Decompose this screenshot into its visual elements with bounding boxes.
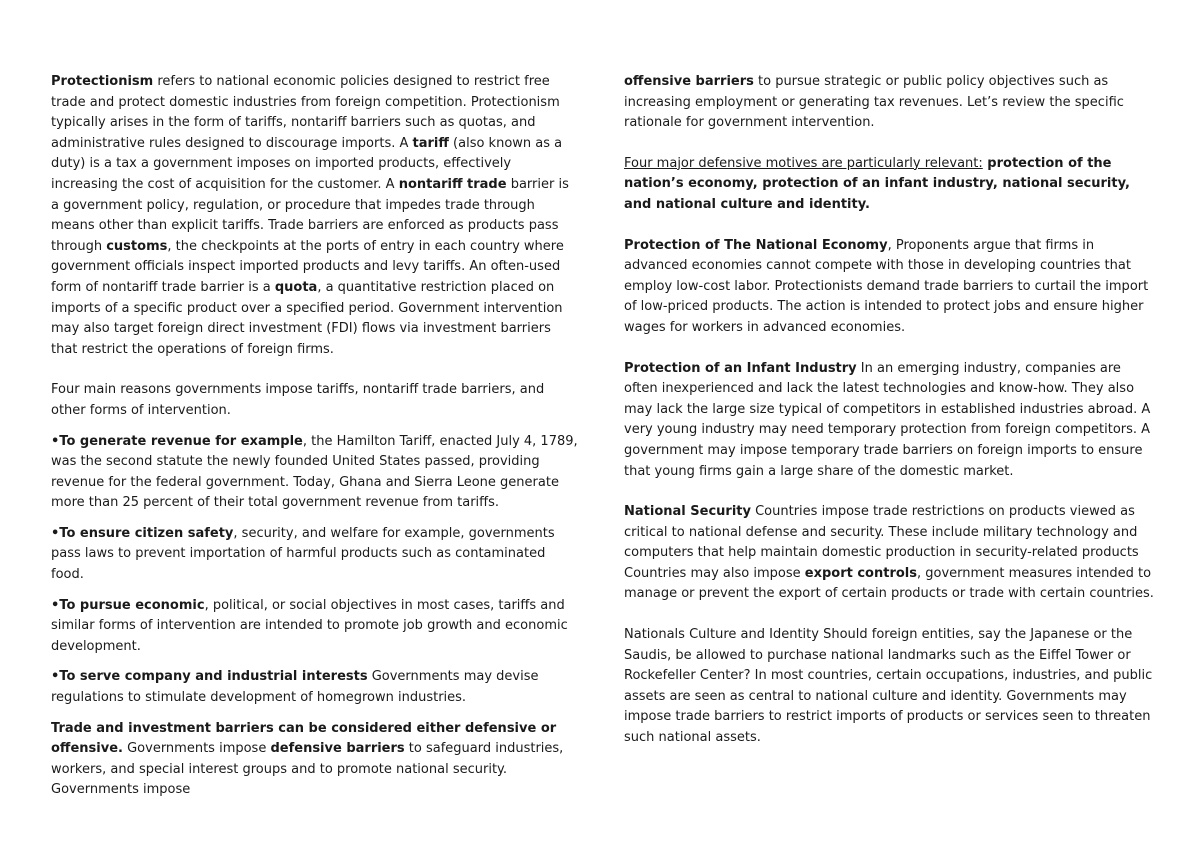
paragraph-text: Countries impose trade restrictions on products viewed as critical to national defense and security. These include military technology and computers that help maintain domestic production in security-related products Countries may also impose bbox=[624, 504, 1139, 581]
left-column bbox=[51, 72, 579, 801]
paragraph-text: , a quantitative restriction placed on imports of a specific product over a specified period. Government intervention may also target foreign direct investment (FDI) flows via investment barriers that restrict the operations of foreign firms. bbox=[51, 279, 563, 357]
paragraph-text: In an emerging industry, companies are often inexperienced and lack the latest technologies and know-how. They also may lack the large size typical of competitors in established industries abroad. A very young industry may need temporary protection from foreign competitors. A government may impose temporary trade barriers on foreign imports to ensure that young firms gain a large share of the domestic market. bbox=[624, 360, 1151, 479]
term-offensive-barriers: offensive barriers bbox=[624, 74, 754, 89]
motives-list: protection of the nation’s economy, protection of an infant industry, national security, and national culture and identity. bbox=[624, 155, 1130, 212]
barriers-paragraph bbox=[51, 719, 579, 801]
underlined-intro: Four major defensive motives are particularly relevant: bbox=[624, 155, 983, 171]
bullet-heading: •To serve company and industrial interests bbox=[51, 669, 368, 685]
bullet-text: , security, and welfare for example, governments pass laws to prevent importation of harmful products such as contaminated food. bbox=[51, 525, 555, 583]
bullet-text: , the Hamilton Tariff, enacted July 4, 1789, was the second statute the newly founded United States passed, providing revenue for the federal government. Today, Ghana and Sierra Leone generate more than 25 percent of their total government revenue from tariffs. bbox=[51, 433, 578, 511]
section-heading: Protection of an Infant Industry bbox=[624, 360, 857, 376]
bullet-citizen-safety bbox=[51, 524, 579, 586]
barriers-heading: Trade and investment barriers can be considered either defensive or offensive. bbox=[51, 720, 557, 757]
paragraph-text: Governments impose bbox=[122, 741, 271, 757]
paragraph-text: , Proponents argue that firms in advanced economies cannot compete with those in developing countries that employ low-cost labor. Protectionists demand trade barriers to curtail the import of low-priced products. The action is intended to protect jobs and ensure higher wages for workers in advanced economies. bbox=[624, 237, 1149, 335]
defensive-motives-paragraph bbox=[624, 154, 1154, 216]
reasons-intro-paragraph: Four main reasons governments impose tariffs, nontariff trade barriers, and other forms of intervention. bbox=[51, 382, 545, 418]
offensive-barriers-paragraph bbox=[624, 72, 1154, 134]
paragraph-text: to safeguard industries, workers, and special interest groups and to promote national security. Governments impose bbox=[51, 741, 564, 798]
paragraph-text: refers to national economic policies designed to restrict free trade and protect domestic industries from foreign competition. Protectionism typically arises in the form of tariffs, nontariff barriers such as quotas, and administrative rules designed to discourage imports. A bbox=[51, 74, 560, 151]
paragraph-text: to pursue strategic or public policy objectives such as increasing employment or generating tax revenues. Let’s review the specific rationale for government intervention. bbox=[624, 74, 1124, 131]
paragraph-text: , government measures intended to manage or prevent the export of certain products or trade with certain countries. bbox=[624, 565, 1154, 602]
paragraph-text: (also known as a duty) is a tax a government imposes on imported products, effectively increasing the cost of acquisition for the customer. A bbox=[51, 135, 563, 192]
bullet-text: Governments may devise regulations to stimulate development of homegrown industries. bbox=[51, 669, 539, 706]
paragraph-text: , the checkpoints at the ports of entry in each country where government officials inspect imported products and levy tariffs. An often-used form of nontariff trade barrier is a bbox=[51, 238, 564, 295]
bullet-heading: •To ensure citizen safety bbox=[51, 525, 234, 541]
term-nontariff-trade: nontariff trade bbox=[398, 176, 507, 192]
right-column bbox=[624, 72, 1154, 749]
bullet-revenue bbox=[51, 432, 579, 514]
term-quota: quota bbox=[274, 279, 318, 295]
bullet-text: , political, or social objectives in most cases, tariffs and similar forms of intervention are intended to promote job growth and economic development. bbox=[51, 597, 568, 654]
infant-industry-paragraph bbox=[624, 359, 1154, 483]
term-tariff: tariff bbox=[412, 135, 449, 151]
bullet-heading: •To pursue economic bbox=[51, 597, 205, 613]
term-protectionism: Protectionism bbox=[51, 74, 154, 89]
term-defensive-barriers: defensive barriers bbox=[270, 741, 405, 757]
term-customs: customs bbox=[106, 238, 168, 254]
section-heading: National Security bbox=[624, 504, 751, 520]
bullet-economic bbox=[51, 596, 579, 658]
paragraph-text: barrier is a government policy, regulation, or procedure that impedes trade through means other than explicit tariffs. Trade barriers are enforced as products pass through bbox=[51, 176, 569, 254]
bullet-heading: •To generate revenue for example bbox=[51, 433, 303, 449]
protectionism-paragraph bbox=[51, 72, 579, 360]
national-economy-paragraph bbox=[624, 236, 1154, 339]
culture-identity-paragraph: Nationals Culture and Identity Should foreign entities, say the Japanese or the Saudis, be allowed to purchase national landmarks such as the Eiffel Tower or Rockefeller Center? In most countries, certain occupations, industries, and public assets are seen as central to national culture and identity. Governments may impose trade barriers to restrict imports of products or services seen to threaten such national assets. bbox=[624, 627, 1153, 746]
national-security-paragraph bbox=[624, 502, 1154, 605]
term-export-controls: export controls bbox=[804, 565, 917, 581]
section-heading: Protection of The National Economy bbox=[624, 237, 888, 253]
bullet-company-interests bbox=[51, 667, 579, 708]
